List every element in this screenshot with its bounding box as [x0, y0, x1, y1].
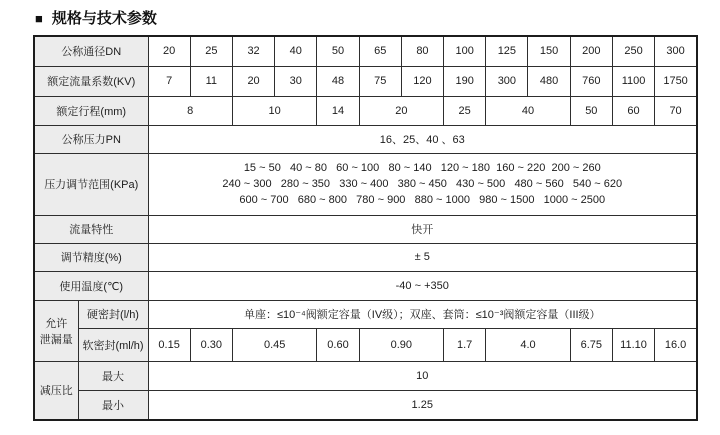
table-cell: 50 [317, 36, 359, 66]
table-cell: 150 [528, 36, 570, 66]
row-reduction-max [34, 361, 697, 390]
pressure-range-line: 15 ~ 50 40 ~ 80 60 ~ 100 80 ~ 140 120 ~ 180 160 ~ 220 200 ~ 260 [243, 162, 601, 174]
table-cell: 40 [486, 96, 570, 125]
group-label-line: 泄漏量 [39, 333, 73, 346]
table-cell: 300 [655, 36, 697, 66]
table-cell: 7 [148, 66, 190, 96]
row-rated-travel [34, 96, 697, 125]
table-cell: 16、25、40 、63 [148, 125, 697, 153]
table-cell: 1.7 [444, 328, 486, 361]
table-cell: 14 [317, 96, 359, 125]
table-cell: 0.15 [148, 328, 190, 361]
row-header-cell: 流量特性 [34, 215, 148, 243]
pressure-range-line: 240 ~ 300 280 ~ 350 330 ~ 400 380 ~ 450 430 ~ 500 480 ~ 560 540 ~ 620 [222, 178, 623, 190]
table-cell: 200 [570, 36, 612, 66]
table-cell: 60 [612, 96, 654, 125]
row-header-cell: 使用温度(℃) [34, 271, 148, 300]
row-temperature [34, 271, 697, 300]
table-cell: 250 [612, 36, 654, 66]
table-cell [148, 153, 697, 215]
table-cell: 11.10 [612, 328, 654, 361]
table-cell: 48 [317, 66, 359, 96]
table-cell: 20 [232, 66, 274, 96]
table-cell: 11 [190, 66, 232, 96]
table-cell: 1.25 [148, 390, 697, 420]
table-cell: -40 ~ +350 [148, 271, 697, 300]
table-cell: 75 [359, 66, 401, 96]
group-label-line: 允许 [45, 317, 68, 330]
table-cell: 8 [148, 96, 232, 125]
table-cell: 125 [486, 36, 528, 66]
row-leakage-hard [34, 300, 697, 328]
table-cell: 65 [359, 36, 401, 66]
row-header-cell: 软密封(ml/h) [78, 328, 148, 361]
table-cell: 0.30 [190, 328, 232, 361]
table-cell: 0.60 [317, 328, 359, 361]
row-nominal-pressure [34, 125, 697, 153]
table-cell: 25 [444, 96, 486, 125]
table-cell: 单座：≤10⁻⁴阀额定容量（IV级）；双座、套筒：≤10⁻³阀额定容量（III级） [148, 300, 697, 328]
table-cell: 1100 [612, 66, 654, 96]
table-cell: 300 [486, 66, 528, 96]
table-cell: 120 [401, 66, 443, 96]
row-header-cell: 额定流量系数(KV) [34, 66, 148, 96]
row-pressure-range [34, 153, 697, 215]
row-header-cell: 最大 [78, 361, 148, 390]
row-leakage-soft [34, 328, 697, 361]
row-header-cell: 额定行程(mm) [34, 96, 148, 125]
table-cell: 20 [359, 96, 443, 125]
table-cell: 10 [148, 361, 697, 390]
table-cell: 30 [275, 66, 317, 96]
row-nominal-diameter [34, 36, 697, 66]
table-cell: 10 [232, 96, 316, 125]
row-header-cell: 压力调节范围(KPa) [34, 153, 148, 215]
table-cell: 25 [190, 36, 232, 66]
table-cell: 1750 [655, 66, 697, 96]
square-bullet-icon: ■ [35, 11, 43, 26]
table-cell: 32 [232, 36, 274, 66]
row-reduction-min [34, 390, 697, 420]
pressure-range-values [150, 160, 695, 208]
table-cell: 70 [655, 96, 697, 125]
section-title [35, 7, 720, 28]
table-cell: 快开 [148, 215, 697, 243]
table-cell: 50 [570, 96, 612, 125]
table-cell: 190 [444, 66, 486, 96]
table-cell: 6.75 [570, 328, 612, 361]
row-group-cell: 减压比 [34, 361, 78, 420]
table-cell: 760 [570, 66, 612, 96]
table-cell: 0.90 [359, 328, 443, 361]
table-cell: 100 [444, 36, 486, 66]
table-cell: 0.45 [232, 328, 316, 361]
row-header-cell: 调节精度(%) [34, 243, 148, 271]
table-cell: 20 [148, 36, 190, 66]
pressure-range-line: 600 ~ 700 680 ~ 800 780 ~ 900 880 ~ 1000 980 ~ 1500 1000 ~ 2500 [239, 194, 606, 206]
table-cell: 4.0 [486, 328, 570, 361]
table-cell: 480 [528, 66, 570, 96]
row-header-cell: 硬密封(l/h) [78, 300, 148, 328]
row-accuracy [34, 243, 697, 271]
row-header-cell: 公称通径DN [34, 36, 148, 66]
table-cell: 16.0 [655, 328, 697, 361]
section-title-text: 规格与技术参数 [51, 10, 157, 27]
table-cell: 80 [401, 36, 443, 66]
row-header-cell: 公称压力PN [34, 125, 148, 153]
row-flow-coefficient [34, 66, 697, 96]
table-cell: 40 [275, 36, 317, 66]
spec-table [33, 35, 698, 421]
row-header-cell: 最小 [78, 390, 148, 420]
row-group-cell [34, 300, 78, 361]
table-cell: ± 5 [148, 243, 697, 271]
row-flow-characteristic [34, 215, 697, 243]
